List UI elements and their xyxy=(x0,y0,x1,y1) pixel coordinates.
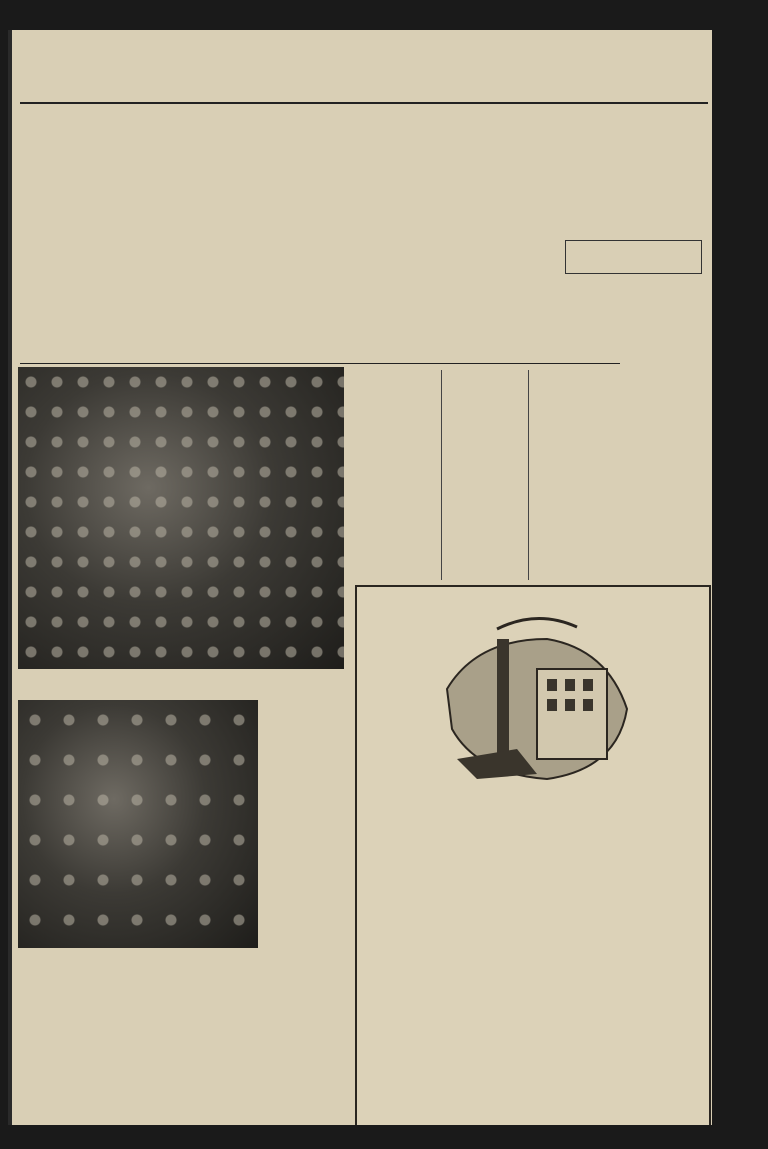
top-col-3 xyxy=(358,172,523,222)
top-col-1 xyxy=(18,172,178,222)
date-box xyxy=(565,240,702,274)
casa-garcia-ad xyxy=(355,585,711,1125)
caption-main-photo xyxy=(18,672,344,696)
rule-under-subheads xyxy=(20,363,620,364)
main-photo xyxy=(18,367,344,669)
store-illustration xyxy=(437,599,637,799)
col-cobre xyxy=(349,370,439,580)
top-col-2 xyxy=(188,172,348,222)
bottom-col-2 xyxy=(174,1014,258,1124)
col-salitre xyxy=(531,370,613,580)
bottom-col-3 xyxy=(262,1020,350,1120)
bottom-col-1 xyxy=(90,1014,170,1124)
weather-box xyxy=(18,228,138,260)
col-algodon xyxy=(264,698,350,978)
second-photo xyxy=(18,700,258,948)
col-divider xyxy=(528,370,529,580)
top-rule xyxy=(20,102,708,104)
col-divider xyxy=(441,370,442,580)
col-conservadores xyxy=(444,370,526,580)
bottom-headline xyxy=(16,974,261,1014)
newspaper-page xyxy=(8,30,712,1125)
right-column-body xyxy=(614,336,706,486)
top-col-4 xyxy=(532,172,702,222)
right-column xyxy=(614,330,706,580)
caption-second-photo xyxy=(18,950,258,970)
